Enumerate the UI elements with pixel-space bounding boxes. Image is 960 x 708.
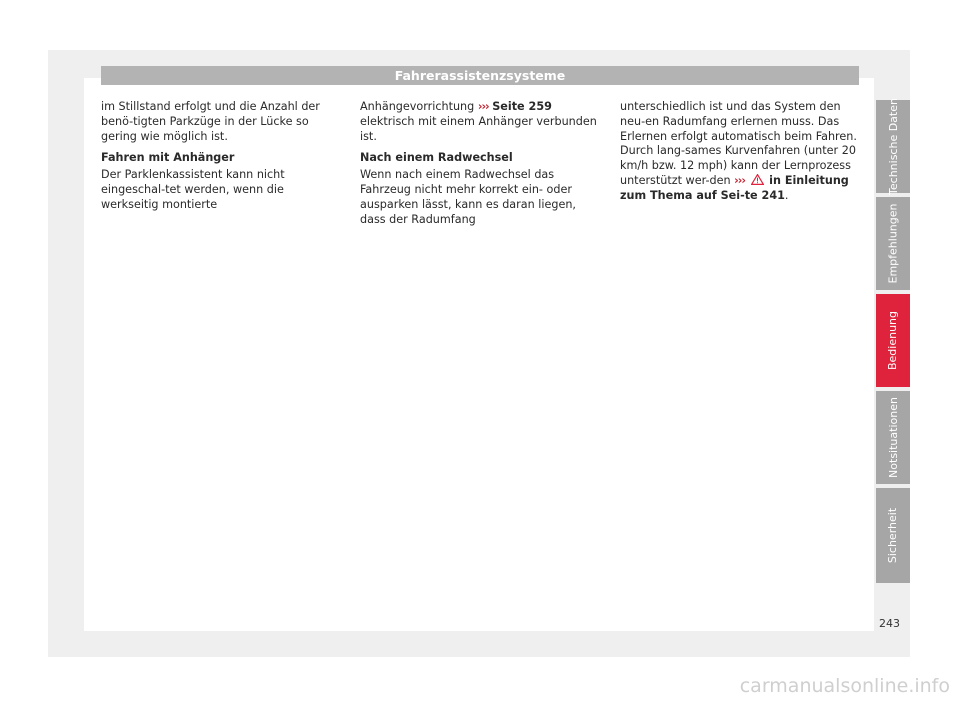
tab-bedienung[interactable] — [876, 294, 910, 387]
reference-arrows-icon: ››› — [734, 173, 745, 187]
paragraph — [360, 100, 598, 144]
text-column-1 — [101, 100, 339, 220]
tab-label: Notsituationen — [886, 397, 900, 478]
watermark: carmanualsonline.info — [739, 675, 950, 697]
tab-technische-daten[interactable] — [876, 100, 910, 193]
section-heading: Fahren mit Anhänger — [101, 151, 235, 165]
tab-notsituationen[interactable] — [876, 391, 910, 484]
paragraph — [620, 100, 858, 204]
text-column-3 — [620, 100, 858, 211]
tab-sicherheit[interactable] — [876, 488, 910, 583]
text-span: elektrisch mit einem Anhänger verbunden ist. — [360, 114, 597, 143]
tab-label: Technische Daten — [886, 98, 900, 195]
tab-label: Sicherheit — [886, 507, 900, 564]
text-span: unterschiedlich ist und das System den neu-en Radumfang erlernen muss. Das Erlernen erfolgt automatisch beim Fahren. Durch lang-sames Kurvenfahren (unter 20 km/h bzw. 12 mph) kann der Lernprozess unterstützt wer-den — [620, 100, 857, 187]
page-reference-link[interactable]: Seite 259 — [492, 100, 552, 113]
chapter-title: Fahrerassistenzsysteme — [394, 68, 566, 83]
text-span: . — [784, 188, 789, 202]
paragraph: im Stillstand erfolgt und die Anzahl der benö-tigten Parkzüge in der Lücke so gering wie möglich ist. — [101, 100, 320, 143]
reference-arrows-icon: ››› — [477, 100, 489, 113]
tab-empfehlungen[interactable] — [876, 197, 910, 290]
paragraph: Der Parklenkassistent kann nicht eingeschal-tet werden, wenn die werkseitig montierte — [101, 168, 285, 211]
paragraph: Wenn nach einem Radwechsel das Fahrzeug nicht mehr korrekt ein- oder ausparken lässt, kann es daran liegen, dass der Radumfang — [360, 168, 576, 226]
section-heading: Nach einem Radwechsel — [360, 151, 513, 165]
tab-label: Bedienung — [886, 310, 900, 371]
page-number: 243 — [879, 617, 900, 630]
page-reference-link[interactable]: in Einleitung zum Thema auf Sei-te 241 — [620, 173, 849, 202]
text-column-2 — [360, 100, 598, 234]
chapter-header — [101, 66, 859, 85]
text-span: Anhängevorrichtung — [360, 100, 475, 113]
tab-label: Empfehlungen — [886, 203, 900, 284]
warning-triangle-icon — [751, 174, 764, 185]
